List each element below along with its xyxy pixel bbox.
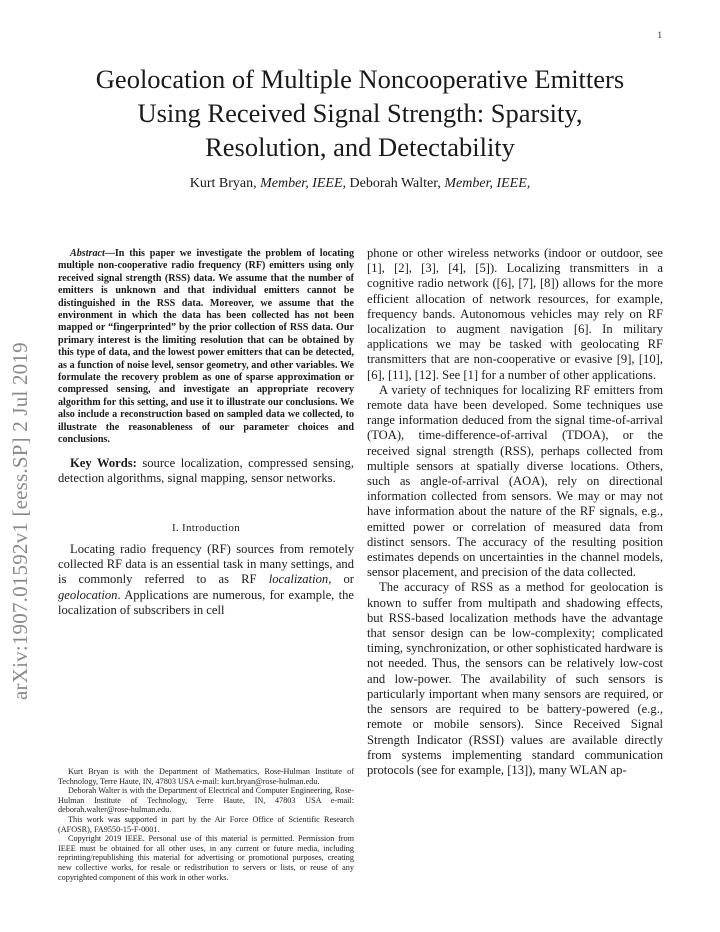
author-list (60, 176, 660, 192)
intro-text-a: Locating radio frequency (RF) sources from remotely collected RF data is an essential task in many settings, and is commonly referred to as RF (58, 541, 354, 587)
footnote-author-2: Deborah Walter is with the Department of Electrical and Computer Engineering, Rose-Hulman Institute of Technology, Terre Haute, IN, 47803 USA e-mail: deborah.walter@rose-hulman.edu. (58, 786, 354, 815)
page-number: 1 (657, 30, 662, 40)
keywords-text: source localization, compressed sensing, detection algorithms, signal mapping, sensor networks. (58, 455, 354, 485)
footnote-copyright: Copyright 2019 IEEE. Personal use of this material is permitted. Permission from IEEE must be obtained for all other uses, in any current or future media, including reprinting/republishing this material for advertising or promotional purposes, creating new collective works, for resale or redistribution to servers or lists, or reuse of any copyrighted component of this work in other works. (58, 834, 354, 882)
right-paragraph-3: The accuracy of RSS as a method for geolocation is known to suffer from multipath and shadowing effects, but RSS-based localization methods have the advantage that sensor design can be low-complexity; complicated timing, synchronization, or other sophisticated hardware is not needed. Thus, the sensors can be relatively low-cost and low-power. The availability of such sensors is particularly important when many sensors are required, or the sensors are required to be battery-powered (e.g., remote or mobile sensors). Since Received Signal Strength Indicator (RSSI) values are available directly from systems implementing standard communication protocols (see for example, [13]), many WLAN ap- (367, 580, 663, 777)
footnotes (58, 767, 354, 882)
intro-text-c: . Applications are numerous, for example, the localization of subscribers in cell (58, 587, 354, 617)
keywords (58, 456, 354, 486)
right-paragraph-1: phone or other wireless networks (indoor or outdoor, see [1], [2], [3], [4], [5]). Localizing transmitters in a cognitive radio network ([6], [7], [8]) allows for the more efficient allocation of network resources, for example, frequency bands. Autonomous vehicles may rely on RF localization to augment navigation [6]. In military applications we may be tasked with geolocating RF transmitters that are non-cooperative or evasive [9], [10], [6], [11], [12]. See [1] for a number of other applications. (367, 246, 663, 382)
right-paragraph-2: A variety of techniques for localizing RF emitters from remote data have been developed. Some techniques use range information deduced from the signal time-of-arrival (TOA), time-difference-of-arrival (TDOA), or the received signal strength (RSS), perhaps collected from multiple sensors at spatially diverse locations. Others, such as angle-of-arrival (AOA), rely on directional information collected from sensors. We may or may not have information about the nature of the RF signals, e.g., emitted power or correlation of measured data from distinct sensors. The accuracy of the resulting position estimates depends on uncertainties in the channel models, sensor placement, and precision of the data collected. (367, 382, 663, 580)
section-heading-introduction: I. Introduction (171, 521, 241, 534)
author-2: Deborah Walter, (349, 176, 441, 191)
footnote-author-1: Kurt Bryan is with the Department of Mathematics, Rose-Hulman Institute of Technology, Terre Haute, IN, 47803 USA e-mail: kurt.bryan@rose-hulman.edu. (58, 767, 354, 786)
title-line-1: Geolocation of Multiple Noncooperative Emitters (95, 64, 625, 94)
author-1-membership: Member, IEEE, (260, 176, 347, 191)
right-column (367, 246, 663, 778)
author-1: Kurt Bryan, (189, 176, 257, 191)
intro-term-geolocation: geolocation (58, 587, 118, 602)
intro-term-localization: localization (268, 572, 329, 587)
title-line-2: Using Received Signal Strength: Sparsity, (137, 98, 583, 128)
footnote-funding: This work was supported in part by the Air Force Office of Scientific Research (AFOSR), FA9550-15-F-0001. (58, 814, 354, 834)
author-2-membership: Member, IEEE, (444, 176, 531, 191)
intro-paragraph-1 (58, 542, 354, 618)
abstract-text: —In this paper we investigate the problem of locating multiple non-cooperative radio frequency (RF) emitters using only received signal strength (RSS) data. We assume that the number of emitters is unknown and that individual emitters cannot be distinguished in the RSS data. Moreover, we assume that the environment in which the data has been collected has not been mapped or “fingerprinted” by the prior collection of RSS data. Our primary interest is the limiting resolution that can be obtained by this type of data, and the lowest power emitters that can be detected, as a function of noise level, sensor geometry, and other variables. We formulate the recovery problem as one of sparse approximation or compressed sensing, and investigate an appropriate recovery algorithm for this setting, and use it to illustrate our conclusions. We also include a reconstruction based on sampled data we collected, to illustrate the reasonableness of our parameter choices and conclusions. (58, 248, 354, 446)
abstract-label: Abstract (70, 248, 105, 259)
left-column (58, 248, 354, 618)
arxiv-watermark: arXiv:1907.01592v1 [eess.SP] 2 Jul 2019 (8, 342, 32, 700)
abstract (58, 248, 354, 447)
intro-text-b: , or (328, 572, 354, 587)
keywords-label: Key Words: (70, 455, 137, 470)
title-line-3: Resolution, and Detectability (205, 132, 515, 162)
paper-title (60, 62, 660, 164)
